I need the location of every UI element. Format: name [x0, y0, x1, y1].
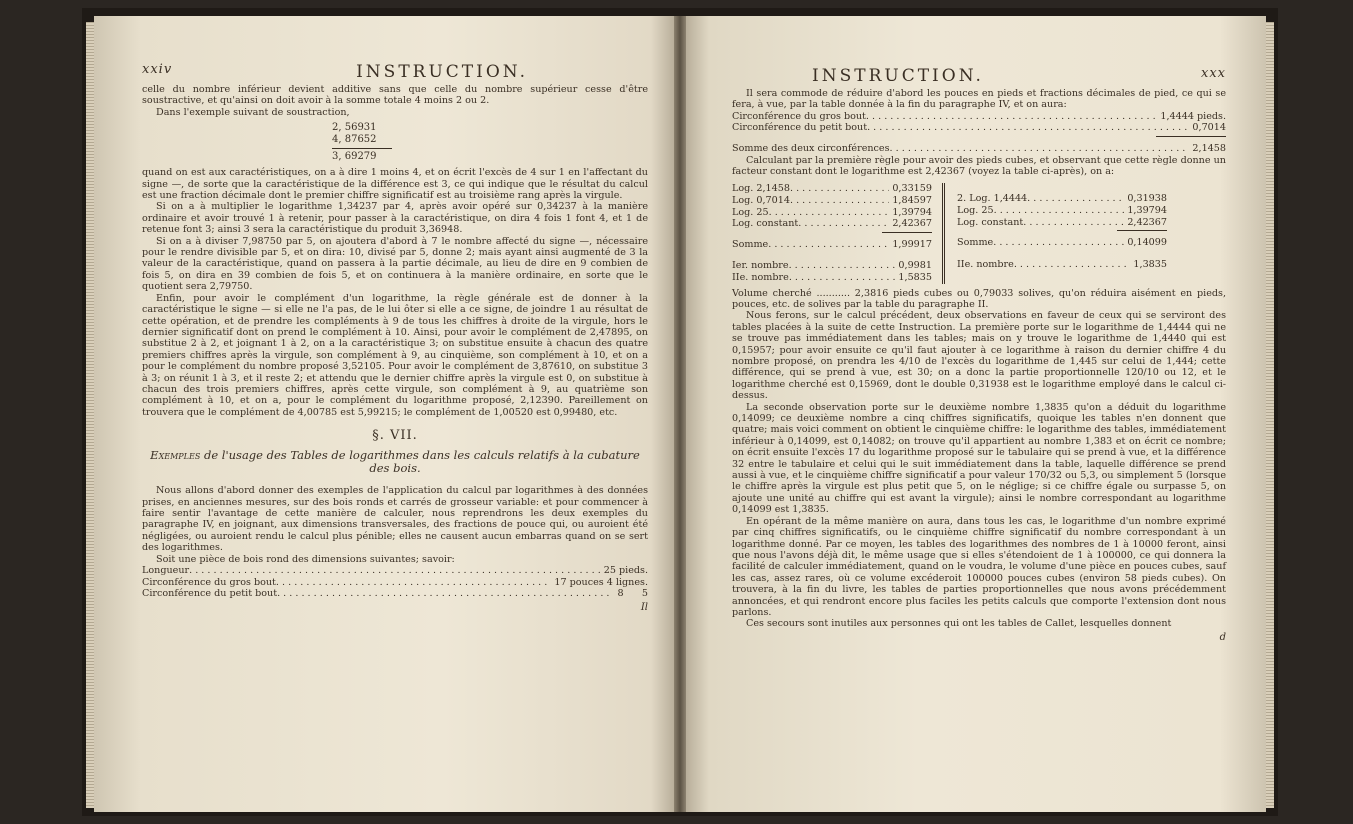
log-row — [732, 183, 932, 195]
log-label: Log. 0,7014 — [732, 195, 790, 206]
right-running-head — [732, 66, 1226, 86]
dimension-row — [142, 588, 648, 600]
dimension-label: Circonférence du gros bout — [142, 576, 276, 588]
left-para-6: Enfin, pour avoir le complément d'un logarithme, la règle générale est de donner à la caractéristique le signe — si elle ne l'a pas, de le lui ôter si elle a ce signe, de joindre 1 au résultat de cette opération, et de prendre les compléments à 9 de tous les chiffres à droite de la virgule, hors le dernier significatif dont on prend le complément à 10. Ainsi, pour avoir le complément de 2,47895, on substitue 2 à 2, et joignant 1 à 2, on a la caractéristique 3; on substitue ensuite à chacun des quatre premiers chiffres après la virgule, son complément à 9, au cinquième, son complément à 10, et on a pour le complément du nombre proposé 3,52105. Pour avoir le complément de 3,87610, on substitue 3 à 3; on réunit 1 à 3, et il reste 2; et attendu que le dernier chiffre après la virgule est 0, on substitue à chacun des trois premiers chiffres, après cette virgule, son complément à 9, au quatrième son complément à 10, et on a, pour le complément du logarithme proposé, 2,12390. Pareillement on trouvera que le complément de 4,00785 est 5,99215; le complément de 1,00520 est 0,99480, etc. — [142, 292, 648, 418]
left-running-head — [142, 62, 648, 82]
log-row — [732, 195, 932, 207]
dimension-row — [142, 565, 648, 577]
log-label: Log. constant — [732, 218, 799, 230]
left-page-number: xxiv — [142, 62, 173, 77]
log-value: 1,39794 — [1127, 205, 1167, 216]
log-result-row — [957, 259, 1167, 271]
circumference-value: 1,4444 pieds. — [1160, 110, 1226, 122]
right-para-4: Nous ferons, sur le calcul précédent, deux observations en faveur de ceux qui se serviront des tables placées à la suite de cette Instruction. La première porte sur le logarithme de 1,4444 qui ne se trouve pas immédiatement dans les tables; mais on y trouve le logarithme de 1,4440 qui est 0,15957; pour avoir ensuite ce qu'il faut ajouter à ce logarithme à raison du dernier chiffre 4 du nombre proposé, on prendra les 4/10 de l'excès du logarithme de 1,445 sur celui de 1,444; cette différence, qui se prend à vue, est 30; on a donc la partie proportionnelle 120/10 ou 12, et le logarithme cherché est 0,15969, dont le double 0,31938 est le logarithme employé dans le calcul ci-dessus. — [732, 310, 1226, 402]
section-heading: §. VII. — [372, 428, 418, 444]
log-result-row — [732, 272, 932, 284]
right-para-2: Calculant par la première règle pour avoir des pieds cubes, et observant que cette règle donne un facteur constant dont le logarithme est 2,42367 (voyez la table ci-après), on a: — [732, 154, 1226, 177]
left-para-7: Nous allons d'abord donner des exemples de l'application du calcul par logarithmes à des données prises, en anciennes mesures, sur des bois ronds et carrés de grosseur variable: et pour commencer à faire sentir l'avantage de cette manière de calculer, nous reprendrons les deux exemples du paragraphe IV, en joignant, aux dimensions transversales, des fractions de pouce qui, ou auroient été négligées, ou auroient rendu le calcul plus pénible; elles ne causent aucun embarras quand on se sert des logarithmes. — [142, 485, 648, 554]
log-row — [732, 218, 932, 230]
right-para-5: La seconde observation porte sur le deuxième nombre 1,3835 qu'on a déduit du logarithme 0,14099; ce deuxième nombre a cinq chiffres significatifs, quoique les tables n'en donnent que quatre; mais voici comment on obtient le cinquième chiffre: le logarithme des tables, immédiatement inférieur à 0,14099, est 0,14082; on trouve qu'il appartient au nombre 1,383 et on écrit ce nombre; on écrit ensuite l'excès 17 du logarithme proposé sur le tabulaire qui se prend à vue, et la différence 32 entre le tabulaire et celui qui le suit immédiatement dans la table, laquelle différence se prend aussi à vue, et le cinquième chiffre significatif a pour valeur 170/32 ou 5,3, ou simplement 5 (lorsque le chiffre après la virgule est plus petit que 5, on le néglige; si ce chiffre égale ou surpasse 5, on ajoute une unité au chiffre qui est avant la virgule); ainsi le nombre correspondant au logarithme 0,14099 est 1,3835. — [732, 401, 1226, 516]
dimension-value: 8 5 — [617, 588, 648, 600]
right-running-title: INSTRUCTION. — [812, 66, 984, 86]
right-catchword: d — [1219, 631, 1226, 643]
dimensions-list — [142, 565, 648, 600]
caption-rest: de l'usage des Tables de logarithmes dans les calculs relatifs à la cubature des bois. — [200, 448, 640, 476]
log-column-second — [942, 183, 1177, 283]
right-para-3: Volume cherché ........... 2,3816 pieds cubes ou 0,79033 solives, qu'on réduira aisément en pieds, pouces, etc. de solives par la table du paragraphe II. — [732, 287, 1226, 310]
right-para-6: En opérant de la même manière on aura, dans tous les cas, le logarithme d'un nombre exprimé par cinq chiffres significatifs, ou le cinquième chiffre significatif du nombre correspondant à un logarithme donné. Par ce moyen, les tables des logarithmes des nombres de 1 à 10000 feront, ainsi que nous l'avons déjà dit, le même usage que si elles s'étendoient de 1 à 100000, ce qui donnera la facilité de calculer immédiatement, quand on le voudra, le volume d'une pièce en pouces cubes, sauf les cas, assez rares, où ce volume excéderoit 100000 pouces cubes (environ 58 pieds cubes). On trouvera, à la fin du livre, les tables de parties proportionnelles que nous avons précédemment annoncées, et qui rendront encore plus faciles les petits calculs que comporte l'extension dont nous parlons. — [732, 515, 1226, 618]
caption-lead: Exemples — [150, 448, 201, 463]
right-page-number: xxx — [1201, 66, 1226, 81]
log-row — [957, 205, 1167, 217]
dimension-label: Circonférence du petit bout — [142, 588, 278, 600]
circumference-value: 0,7014 — [1192, 122, 1226, 134]
log-value: 0,33159 — [892, 183, 932, 195]
book-gutter — [674, 16, 686, 812]
dimension-row — [142, 577, 648, 589]
left-para-8: Soit une pièce de bois rond des dimensions suivantes; savoir: — [156, 553, 455, 565]
log-sum-row — [732, 239, 932, 251]
log-row — [957, 193, 1167, 205]
section-caption — [142, 449, 648, 475]
log-result-row — [732, 260, 932, 272]
log-sum-value: 0,14099 — [1127, 237, 1167, 249]
dimension-label: Longueur — [142, 565, 190, 576]
log-sum-label: Somme — [957, 237, 994, 249]
log-label: Log. 25 — [732, 206, 769, 218]
log-sum-row — [957, 237, 1167, 249]
sum-row — [732, 143, 1226, 155]
sum-value: 2,1458 — [1192, 143, 1226, 154]
log-row — [732, 207, 932, 219]
log-value: 0,31938 — [1127, 193, 1167, 205]
circumference-label: Circonférence du petit bout — [732, 122, 868, 134]
left-page — [94, 16, 674, 812]
subtraction-example — [332, 122, 648, 163]
log-column-first — [732, 183, 942, 283]
dimension-value: 17 pouces 4 lignes. — [554, 576, 648, 588]
log-row — [957, 217, 1167, 229]
left-para-4: Si on a à multiplier le logarithme 1,34237 par 4, après avoir opéré sur 0,34237 à la manière ordinaire et avoir trouvé 1 à retenir, pour passer à la caractéristique, on dira 4 fois 1 font 4, et 1 de retenue font 3; ainsi 3 sera la caractéristique du produit 3,36948. — [142, 201, 648, 236]
log-result-value: 1,5835 — [898, 271, 932, 283]
log-value: 1,84597 — [892, 195, 932, 206]
left-catchword: Il — [640, 601, 648, 613]
log-result-label: IIe. nombre — [957, 258, 1014, 270]
calc-result: 3, 69279 — [332, 151, 377, 163]
right-page — [686, 16, 1266, 812]
log-label: Log. 25 — [957, 205, 994, 216]
circumference-list — [732, 111, 1226, 155]
log-sum-label: Somme — [732, 238, 769, 250]
log-result-value: 1,3835 — [1133, 258, 1167, 270]
log-calculation — [732, 183, 1226, 283]
log-result-label: IIe. nombre — [732, 271, 789, 283]
open-book — [82, 8, 1278, 816]
calc-line-2: 4, 87652 — [332, 134, 377, 146]
right-para-7: Ces secours sont inutiles aux personnes qui ont les tables de Callet, lesquelles donnent — [746, 618, 1172, 630]
calc-rule — [332, 148, 392, 149]
right-para-1: Il sera commode de réduire d'abord les pouces en pieds et fractions décimales de pied, ce qui se fera, à vue, par la table donnée à la fin du paragraphe IV, et on aura: — [732, 88, 1226, 111]
circumference-row — [732, 111, 1226, 123]
circumference-label: Circonférence du gros bout — [732, 110, 866, 122]
left-running-title: INSTRUCTION. — [356, 62, 528, 82]
log-value: 1,39794 — [892, 206, 932, 218]
circumference-row — [732, 122, 1226, 134]
left-para-5: Si on a à diviser 7,98750 par 5, on ajoutera d'abord à 7 le nombre affecté du signe —, nécessaire pour le rendre divisible par 5, et on dira: 10, divisé par 5, donne 2; mais ayant ainsi augmenté de 3 la valeur de la caractéristique, quand on passera à la partie décimale, au lieu de dire en 9 combien de fois 5, on dira en 39 combien de fois 5, et on continuera à la manière ordinaire, en sorte que le quotient sera 2,79750. — [142, 235, 648, 293]
sum-label: Somme des deux circonférences — [732, 143, 890, 154]
left-para-3: quand on est aux caractéristiques, on a à dire 1 moins 4, et on écrit l'excès de 4 sur 1 en l'affectant du signe —, de sorte que la caractéristique de la différence est 3, ce qui indique que le résultat du calcul est une fraction décimale dont le premier chiffre significatif est au troisième rang après la virgule. — [142, 167, 648, 202]
log-value: 2,42367 — [1127, 216, 1167, 228]
right-page-edges — [1266, 22, 1274, 808]
calc-line-1: 2, 56931 — [332, 122, 377, 134]
log-result-value: 0,9981 — [898, 260, 932, 272]
log-label: 2. Log. 1,4444 — [957, 193, 1028, 205]
log-result-label: Ier. nombre — [732, 260, 789, 272]
left-page-edges — [86, 22, 94, 808]
dimension-value: 25 pieds. — [603, 565, 648, 576]
log-sum-value: 1,99917 — [892, 238, 932, 250]
left-para-1: celle du nombre inférieur devient additive sans que celle du nombre supérieur cesse d'être soustractive, et qu'ainsi on doit avoir à la somme totale 4 moins 2 ou 2. — [142, 84, 648, 107]
log-label: Log. 2,1458 — [732, 183, 790, 195]
log-value: 2,42367 — [892, 218, 932, 230]
left-para-2: Dans l'exemple suivant de soustraction, — [156, 106, 350, 118]
log-label: Log. constant — [957, 216, 1024, 228]
